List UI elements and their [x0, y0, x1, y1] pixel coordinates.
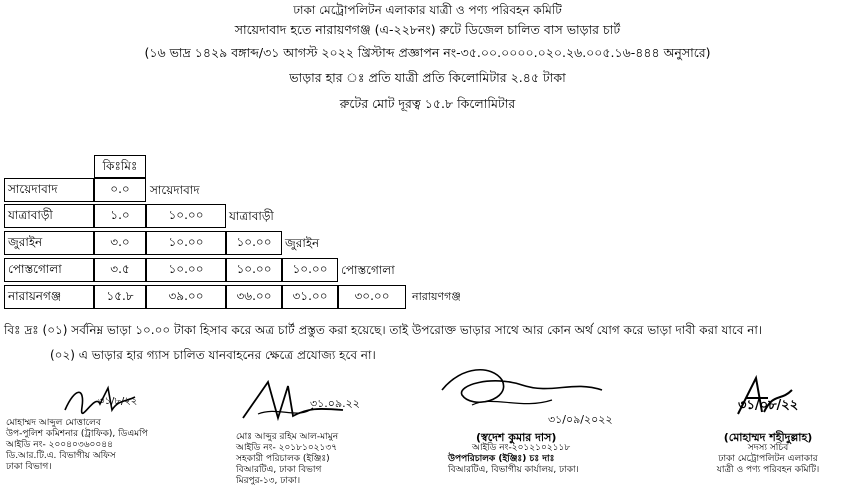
signature-block-1 — [6, 418, 148, 473]
stop-name: যাত্রাবাড়ী — [4, 204, 94, 228]
signatory-line: বিআরটিএ, বিভাগীয় কার্যালয়, ঢাকা। — [448, 465, 579, 475]
signature-4-date: ৩১/০৮/২২ — [738, 398, 799, 413]
signatory-line: সহকারী পরিচালক (ইঞ্জিঃ) — [236, 454, 330, 464]
signatory-line: ঢাকা মেট্রোপলিটন এলাকার — [718, 454, 818, 464]
note-minimum-fare: বিঃ দ্রঃ (০১) সর্বনিম্ন ভাড়া ১০.০০ টাকা হিসাব করে অত্র চার্ট প্রস্তুত করা হয়েছে। তাই উপরোক্ত ভাড়ার সাথে আর কোন অর্থ যোগ করে ভাড়া দাবী করা যাবে না। — [4, 323, 763, 337]
signatory-line: আইডি নং- ২০১৮১০২১৩৭ — [236, 443, 338, 453]
stop-km: ১৫.৮ — [94, 285, 146, 309]
stop-km: ০.০ — [94, 178, 146, 202]
diagonal-label: নারায়ণগঞ্জ — [412, 290, 461, 303]
fare-cell: ৩৯.০০ — [146, 285, 226, 309]
stop-name: পোস্তগোলা — [4, 258, 94, 282]
signatory-line: যাত্রী ও পণ্য পরিবহন কমিটি। — [716, 465, 820, 475]
signature-3-date: ৩১/০৯/২০২২ — [548, 413, 613, 426]
signatory-name: (স্বদেশ কুমার দাস) — [476, 431, 557, 444]
diagonal-label: পোস্তগোলা — [341, 263, 395, 277]
fare-cell: ৩৬.০০ — [226, 285, 282, 309]
authority-heading: ঢাকা মেট্রোপলিটন এলাকার যাত্রী ও পণ্য পরিবহন কমিটি — [293, 3, 562, 17]
fare-cell: ৩০.০০ — [338, 285, 406, 309]
signatory-name: মোহাম্মদ আব্দুল মোত্তালেব — [6, 418, 101, 428]
signatory-line: বিআরটিএ, ঢাকা বিভাগ — [236, 465, 322, 475]
signature-block-3 — [448, 432, 579, 476]
km-header: কিঃমিঃ — [94, 155, 146, 178]
signatory-line: আইডি নং- ২০০৪০৩৬০০৪৪ — [6, 440, 113, 450]
note-gas-vehicles: (০২) এ ভাড়ার হার গ্যাস চালিত যানবাহনের ক্ষেত্রে প্রযোজ্য হবে না। — [50, 348, 376, 362]
stop-km: ৩.৫ — [94, 258, 146, 282]
signatory-line: উপ-পুলিশ কমিশনার (ট্রাফিক), ডিএমপি — [6, 429, 148, 439]
stop-km: ১.০ — [94, 204, 146, 228]
diagonal-label: যাত্রাবাড়ী — [229, 209, 274, 223]
fare-cell: ১০.০০ — [282, 258, 338, 282]
fare-cell: ১০.০০ — [226, 258, 282, 282]
fare-cell: ১০.০০ — [146, 231, 226, 255]
stop-km: ৩.০ — [94, 231, 146, 255]
circular-reference: (১৬ ভাদ্র ১৪২৯ বঙ্গাব্দ/৩১ আগস্ট ২০২২ খ্রিস্টাব্দ প্রজ্ঞাপন নং-৩৫.০০.০০০০.০২০.২৬.০০৫.১৬-৪৪৪ অনুসারে) — [144, 45, 711, 60]
stop-name: সায়েদাবাদ — [4, 178, 94, 202]
stop-name: নারায়নগঞ্জ — [4, 285, 94, 309]
fare-rate: ভাড়ার হার ঃ প্রতি যাত্রী প্রতি কিলোমিটার ২.৪৫ টাকা — [289, 70, 566, 85]
fare-cell: ১০.০০ — [226, 231, 282, 255]
total-distance: রুটের মোট দূরত্ব ১৫.৮ কিলোমিটার — [339, 96, 516, 111]
signature-block-2 — [236, 432, 338, 487]
signatory-line: সদস্য সচিব — [747, 443, 789, 453]
fare-cell: ১০.০০ — [146, 258, 226, 282]
signatory-line: ঢাকা বিভাগ। — [6, 462, 52, 472]
signature-2-date: ৩১.০৯.২২ — [310, 397, 360, 410]
signature-3-scribble — [432, 360, 612, 420]
signature-block-4 — [688, 432, 848, 476]
fare-cell: ১০.০০ — [146, 204, 226, 228]
signature-1-date: ৩১/৮/২২ — [98, 396, 138, 407]
diagonal-label: জুরাইন — [285, 236, 320, 250]
signatory-line: ডি.আর.টি.এ. বিভাগীয় অফিস — [6, 451, 116, 461]
route-title: সায়েদাবাদ হতে নারায়ণগঞ্জ (এ-২২৮নং) রুটে ডিজেল চালিত বাস ভাড়ার চার্ট — [234, 22, 621, 37]
signatory-line: উপপরিচালক (ইঞ্জিঃ) চঃ দাঃ — [448, 454, 555, 464]
signatory-name: (মোহাম্মদ শহীদুল্লাহ) — [723, 431, 813, 444]
diagonal-label: সায়েদাবাদ — [150, 183, 200, 197]
signatory-line: মিরপুর-১৩, ঢাকা। — [236, 476, 301, 486]
stop-name: জুরাইন — [4, 231, 94, 255]
signatory-name: মোঃ আব্দুর রহিম আল-মামুন — [236, 432, 339, 442]
signatory-line: আইডি নং-২০১২১০২১১৮ — [472, 443, 571, 453]
fare-cell: ৩১.০০ — [282, 285, 338, 309]
